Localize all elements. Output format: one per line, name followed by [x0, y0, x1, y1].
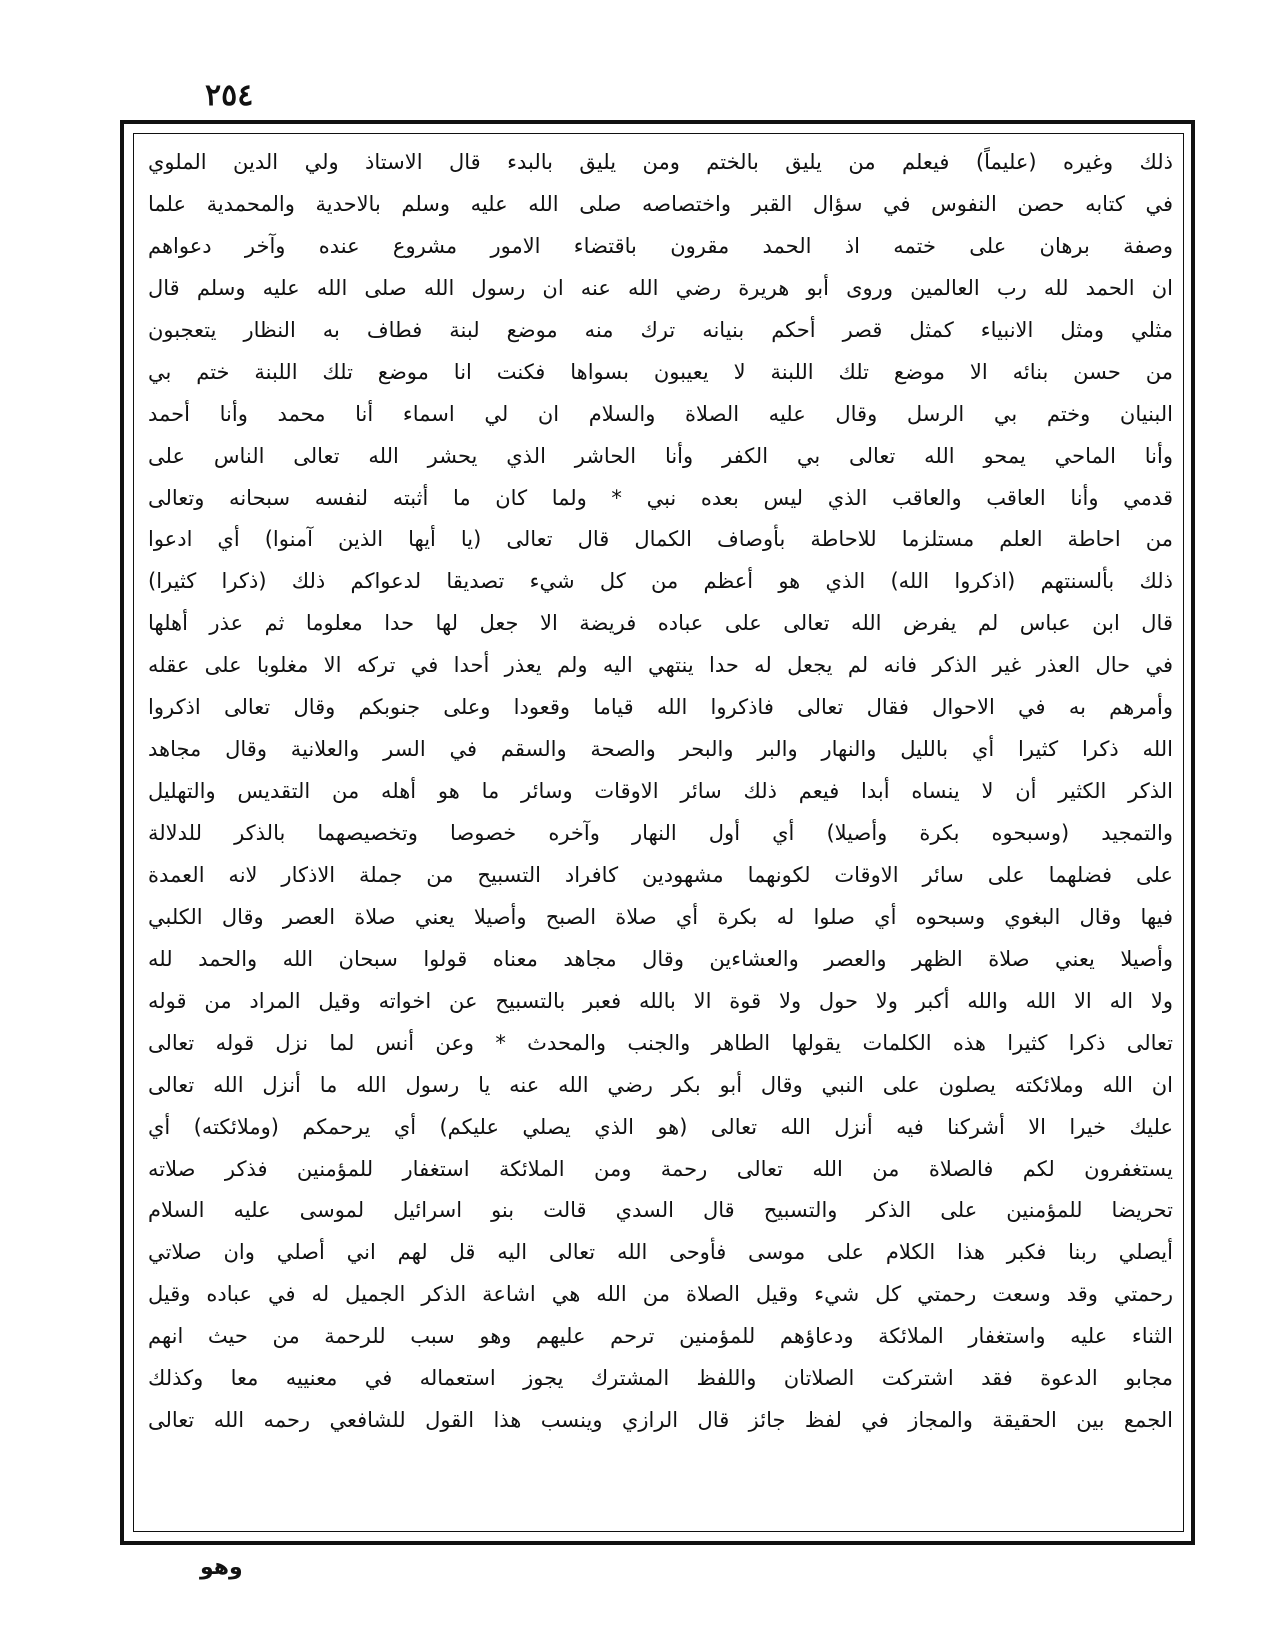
- text-line: ان الحمد لله رب العالمين وروى أبو هريرة رضي الله عنه ان رسول الله صلى الله عليه وسلم قال: [148, 275, 1173, 300]
- text-line: قال ابن عباس لم يفرض الله تعالى على عباده فريضة الا جعل لها حدا معلوما ثم عذر أهلها: [148, 611, 1173, 636]
- text-line: الجمع بين الحقيقة والمجاز في لفظ جائز قال الرازي وينسب هذا القول للشافعي رحمه الله تعالى: [148, 1408, 1173, 1433]
- text-line: تحريضا للمؤمنين على الذكر والتسبيح قال السدي قالت بنو اسرائيل لموسى عليه السلام: [148, 1198, 1173, 1223]
- text-line: البنيان وختم بي الرسل وقال عليه الصلاة والسلام ان لي اسماء أنا محمد وأنا أحمد: [148, 401, 1173, 426]
- text-line: ان الله وملائكته يصلون على النبي وقال أبو بكر رضي الله عنه يا رسول الله ما أنزل الله تعالى: [148, 1072, 1173, 1097]
- text-line: عليك خيرا الا أشركنا فيه أنزل الله تعالى (هو الذي يصلي عليكم) أي يرحمكم (وملائكته) أي: [148, 1114, 1173, 1139]
- text-line: مجابو الدعوة فقد اشتركت الصلاتان واللفظ المشترك يجوز استعماله في معنييه معا وكذلك: [148, 1366, 1173, 1391]
- text-line: والتمجيد (وسبحوه بكرة وأصيلا) أي أول النهار وآخره خصوصا وتخصيصهما بالذكر للدلالة: [148, 821, 1173, 845]
- main-text: [148, 142, 1173, 1526]
- text-line: رحمتي وقد وسعت رحمتي كل شيء وقيل الصلاة من الله هي اشاعة الذكر الجميل له في عباده وقيل: [148, 1282, 1173, 1307]
- text-line: فيها وقال البغوي وسبحوه أي صلوا له بكرة أي صلاة الصبح وأصيلا يعني صلاة العصر وقال الكلبي: [148, 904, 1173, 929]
- text-line: من حسن بنائه الا موضع تلك اللبنة لا يعيبون بسواها فكنت انا موضع تلك اللبنة ختم بي: [148, 359, 1173, 384]
- text-line: تعالى ذكرا كثيرا هذه الكلمات يقولها الطاهر والجنب والمحدث * وعن أنس لما نزل قوله تعالى: [148, 1030, 1173, 1055]
- page-number: ٢٥٤: [205, 78, 254, 113]
- text-line: الله ذكرا كثيرا أي بالليل والنهار والبر والبحر والصحة والسقم في السر والعلانية وقال مجاهد: [148, 737, 1173, 762]
- text-line: على فضلهما على سائر الاوقات لكونهما مشهودين كافراد التسبيح من جملة الاذكار لانه العمدة: [148, 862, 1173, 887]
- text-line: [148, 1484, 1173, 1526]
- text-line: قدمي وأنا العاقب والعاقب الذي ليس بعده نبي * ولما كان ما أثبته لنفسه سبحانه وتعالى: [148, 485, 1173, 510]
- text-line: [148, 1442, 1173, 1484]
- text-line: من احاطة العلم مستلزما للاحاطة بأوصاف الكمال قال تعالى (يا أيها الذين آمنوا) أي ادعوا: [148, 527, 1173, 552]
- text-line: ولا اله الا الله والله أكبر ولا حول ولا قوة الا بالله فعبر بالتسبيح عن اخواته وقيل المراد من قوله: [148, 988, 1173, 1013]
- text-line: ذلك وغيره (عليماً) فيعلم من يليق بالختم ومن يليق بالبدء قال الاستاذ ولي الدين الملوي: [148, 150, 1173, 174]
- text-line: الثناء عليه واستغفار الملائكة ودعاؤهم للمؤمنين ترحم عليهم وهو سبب للرحمة من حيث انهم: [148, 1324, 1173, 1349]
- text-line: في حال العذر غير الذكر فانه لم يجعل له حدا ينتهي اليه ولم يعذر أحدا في تركه الا مغلوبا على عقله: [148, 653, 1173, 678]
- text-line: يستغفرون لكم فالصلاة من الله تعالى رحمة ومن الملائكة استغفار للمؤمنين فذكر صلاته: [148, 1156, 1173, 1181]
- text-line: مثلي ومثل الانبياء كمثل قصر أحكم بنيانه ترك منه موضع لبنة فطاف به النظار يتعجبون: [148, 317, 1173, 342]
- text-line: وأمرهم به في الاحوال فقال تعالى فاذكروا الله قياما وقعودا وعلى جنوبكم وقال تعالى اذكروا: [148, 695, 1173, 720]
- text-line: وأصيلا يعني صلاة الظهر والعصر والعشاءين وقال مجاهد معناه قولوا سبحان الله والحمد لله: [148, 946, 1173, 971]
- text-line: الذكر الكثير أن لا ينساه أبدا فيعم ذلك سائر الاوقات وسائر ما هو أهله من التقديس والتهليل: [148, 779, 1173, 804]
- text-line: وأنا الماحي يمحو الله تعالى بي الكفر وأنا الحاشر الذي يحشر الله تعالى الناس على: [148, 443, 1173, 468]
- text-line: في كتابه حصن النفوس في سؤال القبر واختصاصه صلى الله عليه وسلم بالاحدية والمحمدية علما: [148, 191, 1173, 216]
- text-line: وصفة برهان على ختمه اذ الحمد مقرون باقتضاء الامور مشروع عنده وآخر دعواهم: [148, 233, 1173, 258]
- catchword: وهو: [200, 1555, 243, 1580]
- text-line: ذلك بألسنتهم (اذكروا الله) الذي هو أعظم من كل شيء تصديقا لدعواكم ذلك (ذكرا كثيرا): [148, 569, 1173, 594]
- text-line: أيصلي ربنا فكبر هذا الكلام على موسى فأوحى الله تعالى اليه قل لهم اني أصلي وان صلاتي: [148, 1240, 1173, 1265]
